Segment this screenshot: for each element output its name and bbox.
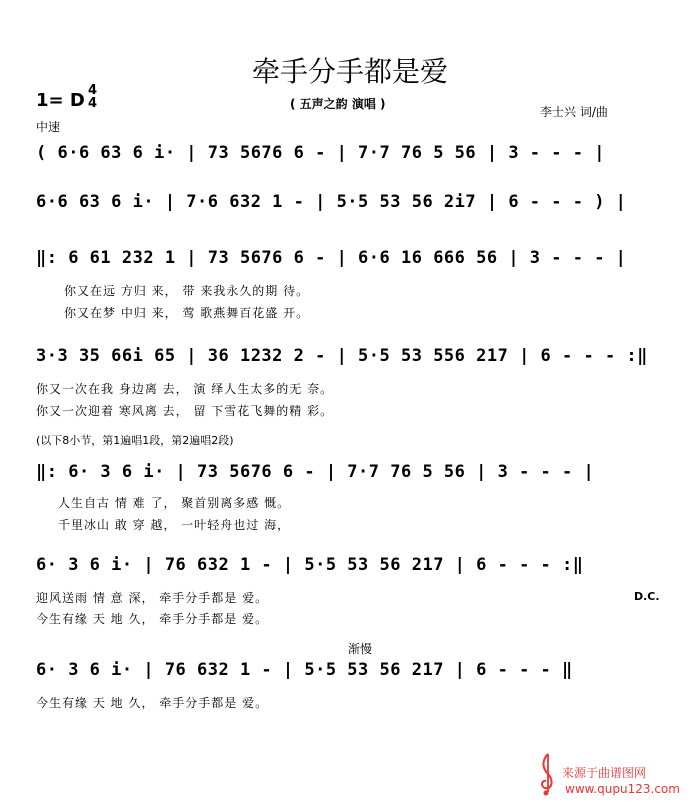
- key-signature: 1= D: [36, 90, 85, 111]
- ritardando-marking: 渐慢: [348, 642, 373, 656]
- notation-row-6: 6· 3 6 i· | 76 632 1 - | 5·5 53 56 217 | 6 - - - :‖: [36, 555, 584, 575]
- lyric-row-5-verse-2: 千里冰山 敢 穿 越， 一叶轻舟也过 海，: [58, 518, 291, 532]
- meter-bottom: 4: [88, 96, 98, 111]
- lyric-row-4-verse-2: 你又一次迎着 寒风离 去， 留 下雪花飞舞的精 彩。: [36, 404, 334, 418]
- notation-row-1: ( 6·6 63 6 i· | 73 5676 6 - | 7·7 76 5 56 | 3 - - - |: [36, 143, 605, 163]
- score-title: 牵手分手都是爱: [251, 55, 448, 88]
- lyric-row-6-verse-2: 今生有缘 天 地 久， 牵手分手都是 爱。: [36, 612, 269, 626]
- singer-credit: ( 五声之韵 演唱 ): [290, 97, 386, 111]
- treble-clef-icon: [536, 752, 558, 796]
- lyric-row-5-verse-1: 人生自古 情 难 了， 聚首别离多感 慨。: [58, 496, 291, 510]
- meter-top: 4: [88, 83, 98, 98]
- watermark-source: 来源于曲谱图网: [562, 766, 647, 780]
- time-signature: [88, 84, 97, 110]
- tempo-marking: 中速: [36, 120, 61, 134]
- lyric-row-4-verse-1: 你又一次在我 身边离 去， 演 绎人生太多的无 奈。: [36, 382, 334, 396]
- lyric-row-6-verse-1: 迎风送雨 情 意 深， 牵手分手都是 爱。: [36, 591, 269, 605]
- notation-row-2: 6·6 63 6 i· | 7·6 632 1 - | 5·5 53 56 2i7 | 6 - - - ) |: [36, 192, 627, 212]
- section-note: (以下8小节，第1遍唱1段，第2遍唱2段): [36, 434, 234, 447]
- lyric-row-3-verse-1: 你又在远 方归 来， 带 来我永久的期 待。: [64, 284, 310, 298]
- lyric-row-3-verse-2: 你又在梦 中归 来， 莺 歌燕舞百花盛 开。: [64, 306, 310, 320]
- dc-marking: D.C.: [634, 590, 660, 603]
- lyric-row-7-verse-1: 今生有缘 天 地 久， 牵手分手都是 爱。: [36, 696, 269, 710]
- notation-row-4: 3·3 35 66i 65 | 36 1232 2 - | 5·5 53 556 217 | 6 - - - :‖: [36, 346, 648, 366]
- author-credit: 李士兴 词/曲: [540, 105, 608, 119]
- notation-row-3: ‖: 6 61 232 1 | 73 5676 6 - | 6·6 16 666 56 | 3 - - - |: [36, 248, 627, 268]
- watermark-site: www.qupu123.com: [565, 782, 680, 796]
- notation-row-5: ‖: 6· 3 6 i· | 73 5676 6 - | 7·7 76 5 56 | 3 - - - |: [36, 462, 595, 482]
- notation-row-7: 6· 3 6 i· | 76 632 1 - | 5·5 53 56 217 | 6 - - - ‖: [36, 660, 573, 680]
